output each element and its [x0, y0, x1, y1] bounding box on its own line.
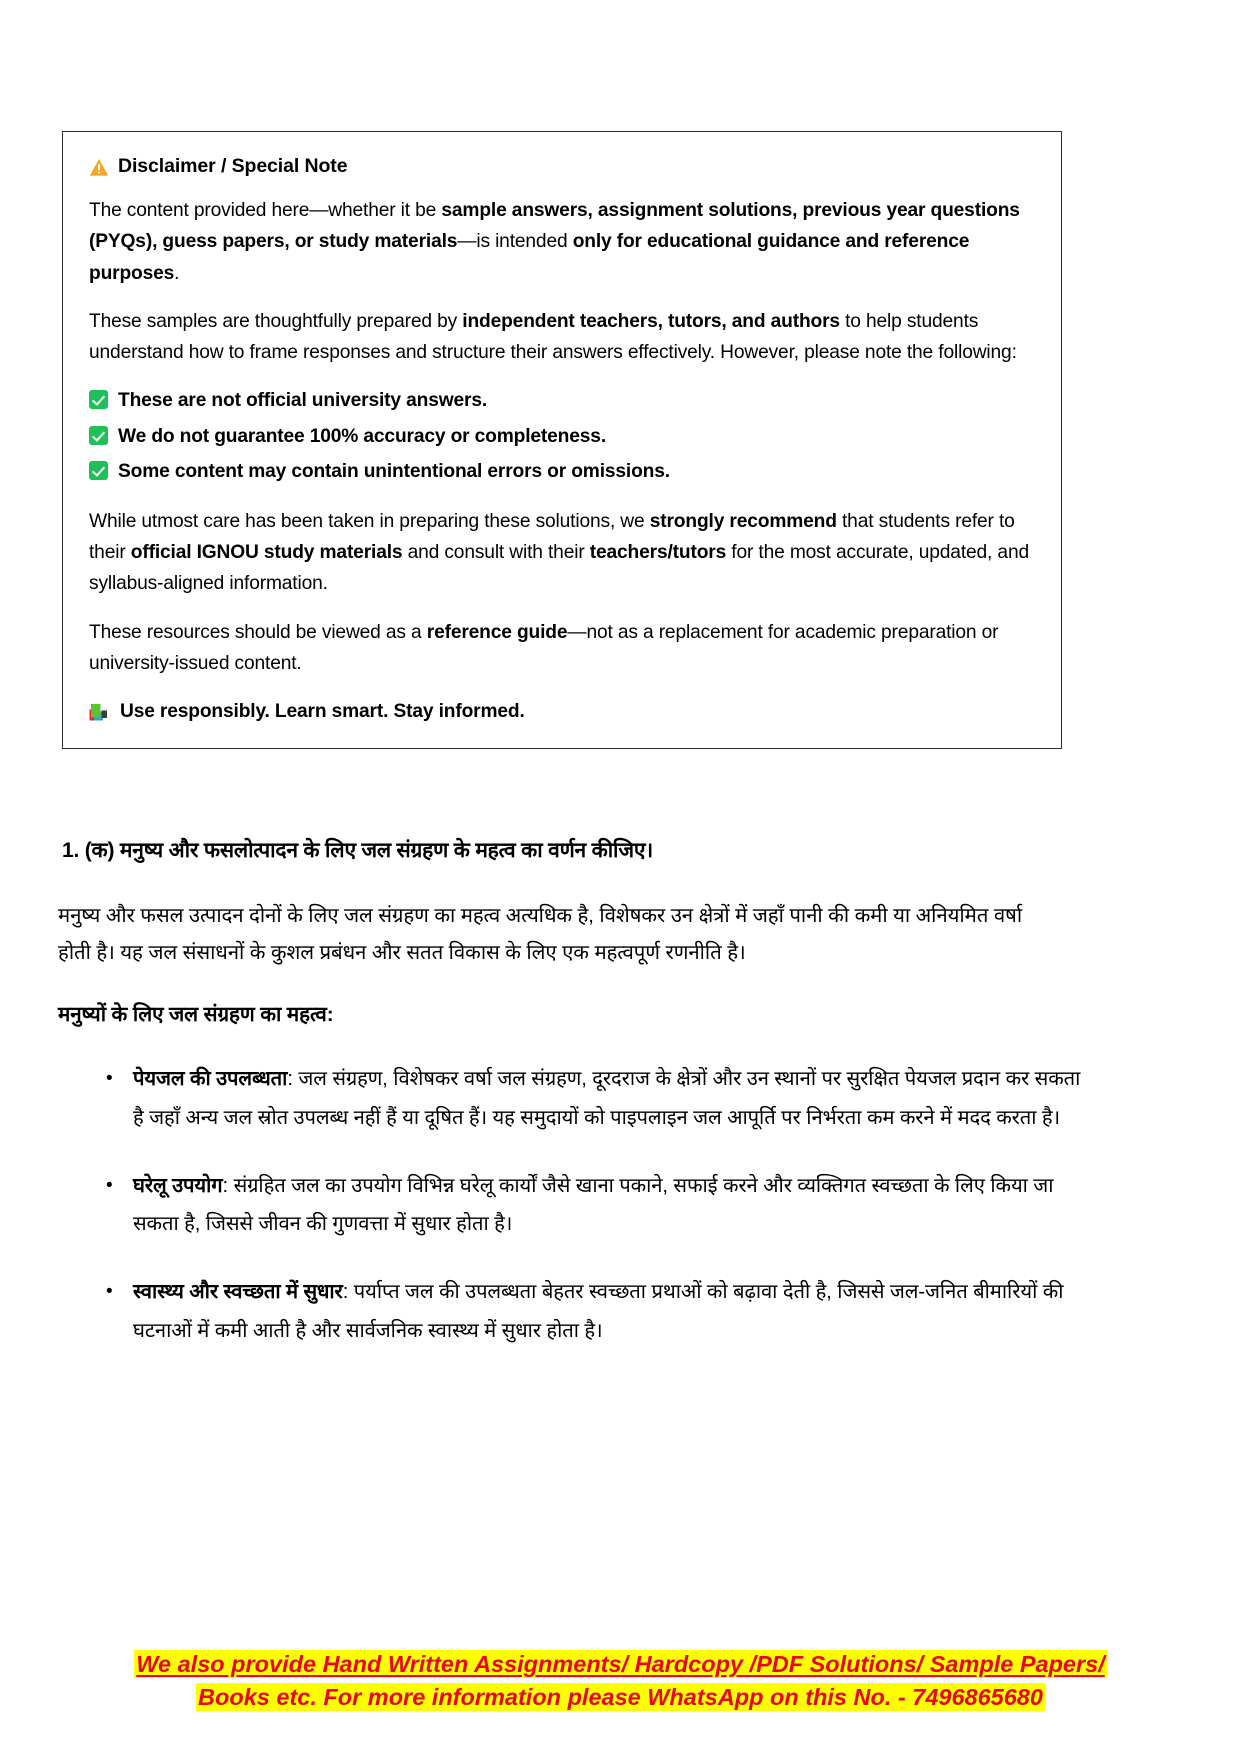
bullet-separator: :	[222, 1174, 234, 1197]
para1-bold-2: only for educational guidance and reference purposes	[89, 231, 970, 284]
footer-promo-line-2-text: Books etc. For more information please WhatsApp on this No. - 7496865680	[198, 1684, 1043, 1711]
disclaimer-closing-line	[89, 698, 1037, 727]
checklist-item-label: Some content may contain unintentional errors or omissions.	[118, 461, 670, 483]
answer-subheading-label: मनुष्यों के लिए जल संग्रहण का महत्व	[58, 1003, 327, 1026]
question-heading	[62, 836, 1072, 865]
footer-promo-line-1-text: We also provide Hand Written Assignments/ Hardcopy /PDF Solutions/ Sample Papers/	[136, 1651, 1105, 1677]
bullet-text: पर्याप्त जल की उपलब्धता बेहतर स्वच्छता प्रथाओं को बढ़ावा देती है, जिससे जल-जनित बीमारियों की घटनाओं में कमी आती है और सार्वजनिक स्वास्थ्य में सुधार होता है।	[133, 1281, 1064, 1342]
checklist-item	[89, 422, 1037, 452]
bullet-text: संग्रहित जल का उपयोग विभिन्न घरेलू कार्यों जैसे खाना पकाने, सफाई करने और व्यक्तिगत स्वच्छता के लिए किया जा सकता है, जिससे जीवन की गुणवत्ता में सुधार होता है।	[133, 1174, 1054, 1236]
green-check-icon	[89, 461, 108, 480]
bullet-separator: :	[342, 1281, 354, 1304]
warning-triangle-icon	[89, 158, 109, 177]
para3-segment-4: for the most accurate, updated, and syllabus-aligned information.	[89, 542, 1029, 595]
answer-intro-paragraph: मनुष्य और फसल उत्पादन दोनों के लिए जल संग्रहण का महत्व अत्यधिक है, विशेषकर उन क्षेत्रों में जहाँ पानी की कमी या अनियमित वर्षा होती है। यह जल संसाधनों के कुशल प्रबंधन और सतत विकास के लिए एक महत्वपूर्ण रणनीति है।	[58, 905, 1023, 965]
footer-promo-banner	[0, 1648, 1241, 1715]
disclaimer-title-text: Disclaimer / Special Note	[118, 155, 348, 177]
question-number: 1. (क)	[62, 839, 115, 862]
green-check-icon	[89, 390, 108, 409]
para3-segment-3: and consult with their	[402, 542, 590, 564]
answer-subheading	[58, 1000, 1058, 1031]
para2-segment-2: to help students understand how to frame responses and structure their answers effectively. However, please note the following:	[89, 310, 1017, 363]
para1-bold-1: sample answers, assignment solutions, previous year questions (PYQs), guess papers, or study materials	[89, 200, 1020, 253]
answer-bullet-item	[133, 1060, 1093, 1138]
disclaimer-box	[62, 131, 1062, 749]
footer-promo-line-2	[0, 1681, 1241, 1714]
checklist-item-label: These are not official university answers.	[118, 389, 488, 411]
answer-bullet-list	[95, 1060, 1093, 1380]
para3-segment-2: that students refer to their	[89, 511, 1015, 564]
green-check-icon	[89, 426, 108, 445]
answer-bullet-item	[133, 1167, 1093, 1245]
disclaimer-paragraph-1	[89, 195, 1037, 288]
para3-bold-3: teachers/tutors	[589, 542, 727, 564]
answer-subheading-suffix: :	[326, 1003, 334, 1026]
bullet-label: घरेलू उपयोग	[133, 1174, 223, 1197]
para1-segment-1: The content provided here—whether it be	[89, 200, 442, 222]
disclaimer-title	[89, 153, 1037, 179]
disclaimer-closing-text: Use responsibly. Learn smart. Stay informed.	[120, 700, 525, 722]
para4-bold-1: reference guide	[426, 622, 568, 644]
para4-segment-2: —not as a replacement for academic preparation or university-issued content.	[89, 622, 999, 675]
disclaimer-paragraph-2	[89, 306, 1037, 368]
answer-bullet-item	[133, 1273, 1093, 1351]
bullet-text: जल संग्रहण, विशेषकर वर्षा जल संग्रहण, दूरदराज के क्षेत्रों और उन स्थानों पर सुरक्षित पेयजल प्रदान कर सकता है जहाँ अन्य जल स्रोत उपलब्ध नहीं हैं या दूषित हैं। यह समुदायों को पाइपलाइन जल आपूर्ति पर निर्भरता कम करने में मदद करता है।	[133, 1068, 1081, 1129]
para4-segment-1: These resources should be viewed as a	[89, 622, 427, 644]
para1-segment-3: .	[174, 262, 180, 284]
para3-bold-2: official IGNOU study materials	[130, 542, 403, 564]
para3-segment-1: While utmost care has been taken in preparing these solutions, we	[89, 511, 650, 533]
disclaimer-checklist	[89, 386, 1037, 487]
question-text: मनुष्य और फसलोत्पादन के लिए जल संग्रहण के महत्व का वर्णन कीजिए।	[119, 839, 654, 862]
checklist-item	[89, 386, 1037, 416]
checklist-item-label: We do not guarantee 100% accuracy or completeness.	[118, 425, 607, 447]
books-icon	[89, 703, 110, 722]
para2-segment-1: These samples are thoughtfully prepared by	[89, 310, 463, 332]
para1-segment-2: —is intended	[457, 231, 573, 253]
bullet-label: पेयजल की उपलब्धता	[133, 1068, 288, 1090]
checklist-item	[89, 457, 1037, 487]
para3-bold-1: strongly recommend	[649, 511, 837, 533]
bullet-separator: :	[287, 1068, 299, 1090]
para2-bold-1: independent teachers, tutors, and authors	[462, 310, 840, 332]
disclaimer-paragraph-3	[89, 506, 1037, 599]
disclaimer-paragraph-4	[89, 617, 1037, 679]
footer-promo-line-1	[0, 1648, 1241, 1681]
bullet-label: स्वास्थ्य और स्वच्छता में सुधार	[133, 1281, 343, 1304]
